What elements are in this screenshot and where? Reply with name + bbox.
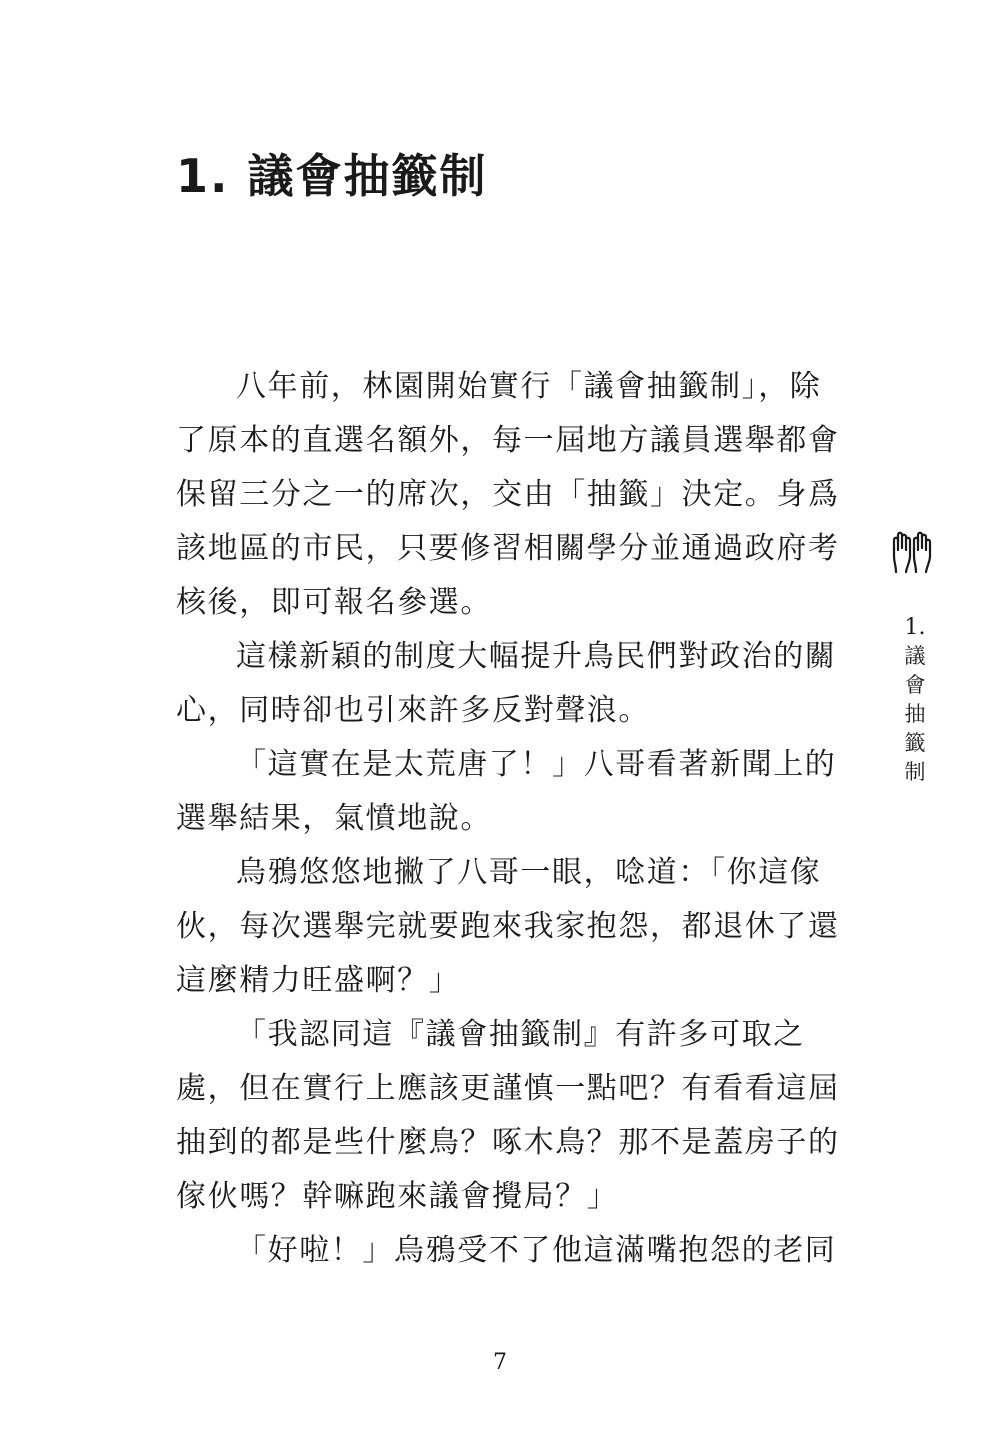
page-number: 7 bbox=[493, 1350, 507, 1375]
text-line: 選舉結果，氣憤地說。 bbox=[176, 801, 492, 836]
side-chapter-char: 議 bbox=[904, 644, 926, 668]
side-chapter-char: 籤 bbox=[904, 731, 926, 755]
text-line: 這麼精力旺盛啊？」 bbox=[176, 963, 461, 998]
text-line: 了原本的直選名額外，每一屆地方議員選舉都會 bbox=[176, 423, 840, 458]
text-line: 傢伙嗎？幹嘛跑來議會攪局？」 bbox=[176, 1179, 619, 1214]
text-line: 心，同時卻也引來許多反對聲浪。 bbox=[176, 693, 650, 728]
body-text bbox=[176, 362, 840, 1280]
text-line: 這樣新穎的制度大幅提升鳥民們對政治的關 bbox=[236, 639, 837, 674]
raised-hands-icon bbox=[890, 528, 936, 576]
text-line: 處，但在實行上應該更謹慎一點吧？有看看這屆 bbox=[176, 1071, 840, 1106]
side-chapter-char: 制 bbox=[904, 760, 926, 784]
side-chapter-number: 1. bbox=[904, 615, 926, 640]
text-line: 抽到的都是些什麼鳥？啄木鳥？那不是蓋房子的 bbox=[176, 1125, 840, 1160]
side-chapter-char: 抽 bbox=[904, 702, 926, 726]
text-line: 核後，即可報名參選。 bbox=[176, 585, 492, 620]
side-chapter-label bbox=[897, 614, 933, 787]
text-line: 「好啦！」烏鴉受不了他這滿嘴抱怨的老同 bbox=[236, 1233, 837, 1268]
text-line: 烏鴉悠悠地撇了八哥一眼，唸道：「你這傢 bbox=[236, 855, 822, 890]
text-line: 「這實在是太荒唐了！」八哥看著新聞上的 bbox=[236, 747, 837, 782]
text-line: 伙，每次選舉完就要跑來我家抱怨，都退休了還 bbox=[176, 909, 840, 944]
text-line: 「我認同這『議會抽籤制』有許多可取之 bbox=[236, 1017, 805, 1052]
text-line: 保留三分之一的席次，交由「抽籤」決定。身爲 bbox=[176, 477, 840, 512]
text-line: 該地區的市民，只要修習相關學分並通過政府考 bbox=[176, 531, 840, 566]
chapter-title: 1. 議會抽籤制 bbox=[176, 149, 488, 203]
side-chapter-char: 會 bbox=[904, 673, 926, 697]
text-line: 八年前，林園開始實行「議會抽籤制」，除 bbox=[236, 369, 822, 404]
